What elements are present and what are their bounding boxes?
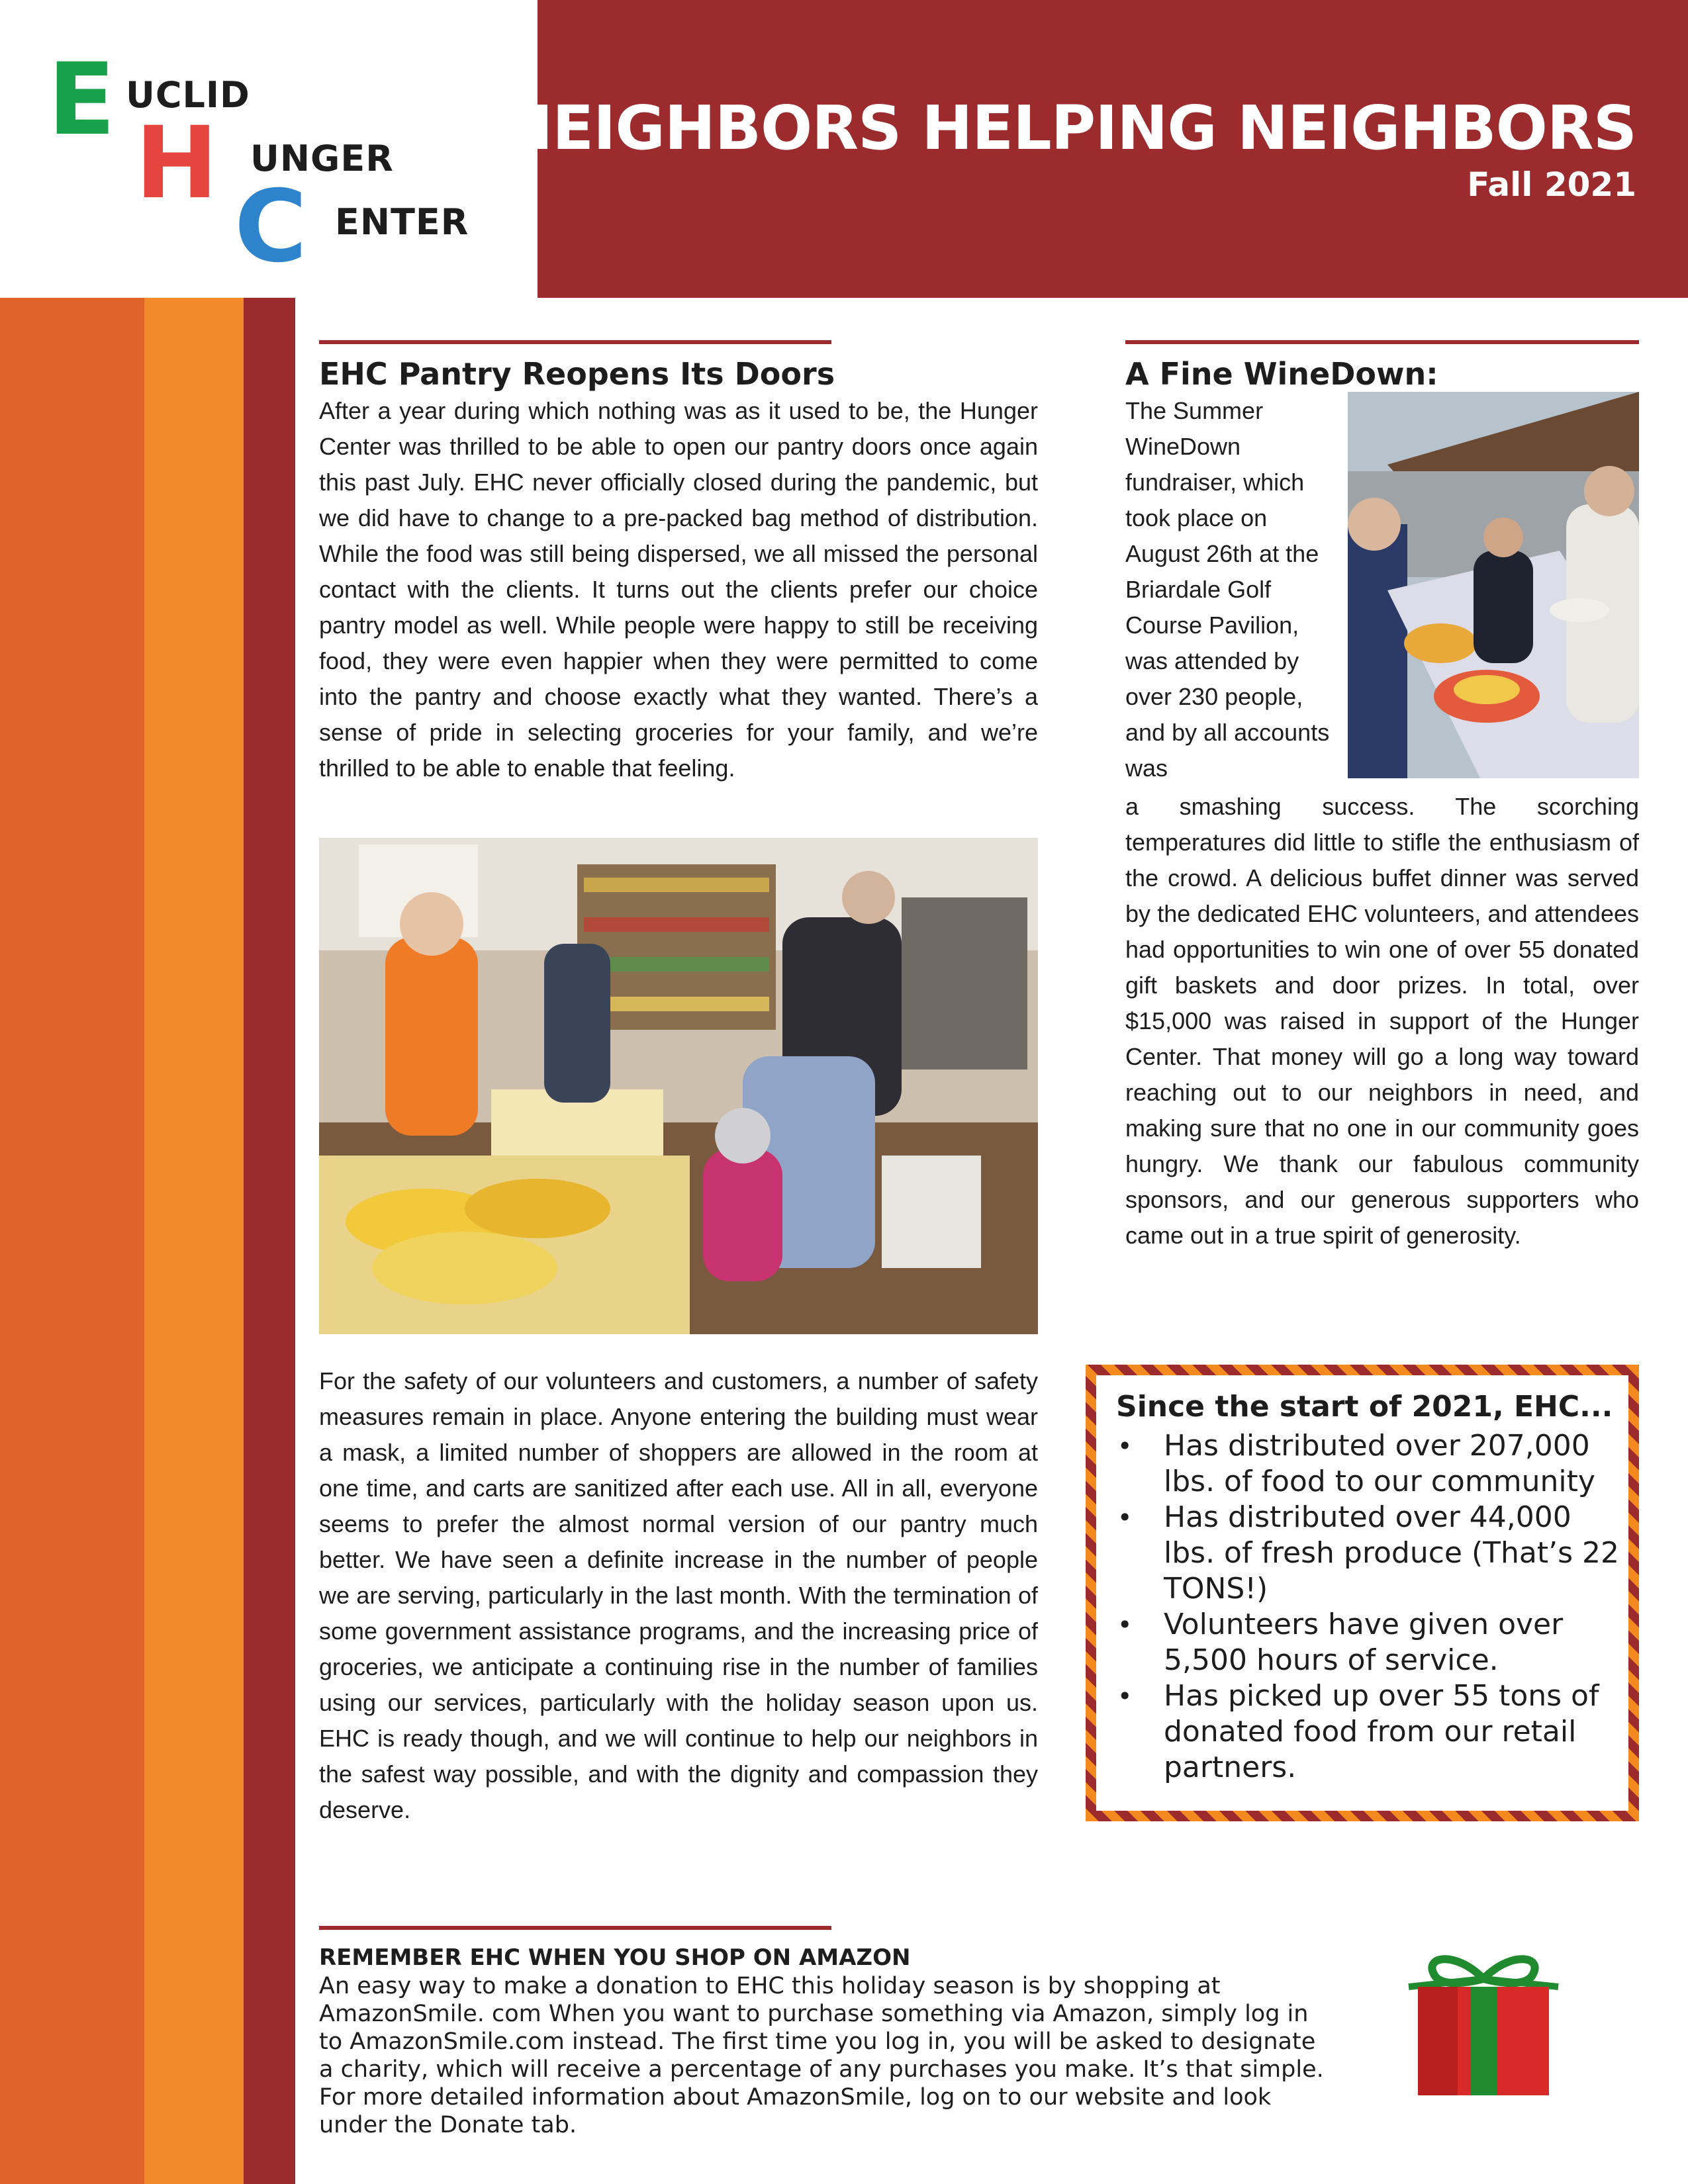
logo-word-hunger: UNGER xyxy=(250,138,394,179)
ehc-logo xyxy=(0,0,538,298)
pantry-heading: EHC Pantry Reopens Its Doors xyxy=(319,356,835,392)
newsletter-issue: Fall 2021 xyxy=(1467,165,1636,204)
stats-title: Since the start of 2021, EHC... xyxy=(1116,1390,1613,1424)
stats-box xyxy=(1086,1365,1639,1821)
winedown-photo-art xyxy=(1348,392,1639,778)
pantry-paragraph-2: For the safety of our volunteers and customers, a number of safety measures remain in place. Anyone entering the building must wear a mask, a limited number of shoppers are allowed in the room at one time, and carts are sanitized after each use. All in all, everyone seems to prefer the almost normal version of our pantry much better. We have seen a definite increase in the number of people we are serving, particularly in the last month. With the termination of some government assistance programs, and the increasing price of groceries, we anticipate a continuing rise in the number of families using our services, particularly with the holiday season upon us. EHC is ready though, and we will continue to help our neighbors in the safest way possible, and with the dignity and compassion they deserve. xyxy=(319,1367,1038,1823)
logo-word-euclid: UCLID xyxy=(126,74,250,116)
winedown-photo xyxy=(1348,392,1639,778)
newsletter-title: NEIGHBORS HELPING NEIGHBORS xyxy=(502,93,1636,163)
stripe-dark-orange xyxy=(0,298,144,2184)
amazon-heading: REMEMBER EHC WHEN YOU SHOP ON AMAZON xyxy=(319,1944,911,1971)
logo-word-center: ENTER xyxy=(335,201,469,243)
stats-item: • Volunteers have given over 5,500 hours of service. xyxy=(1116,1607,1619,1678)
pantry-rule xyxy=(319,340,831,344)
winedown-text-wide: a smashing success. The scorching temperatures did little to stifle the enthusiasm of the crowd. A delicious buffet dinner was served by the dedicated EHC volunteers, and attendees had opportunities to win one of over 55 donated gift baskets and door prizes. In total, over $15,000 was raised in support of the Hunger Center. That money will go a long way toward reaching out to our neighbors in need, and making sure that no one in our community goes hungry. We thank our fabulous community sponsors, and our generous supporters who came out in a true spirit of generosity. xyxy=(1125,793,1639,1249)
logo-letter-e: E xyxy=(48,42,116,158)
amazon-rule xyxy=(319,1926,831,1930)
stats-item: • Has distributed over 207,000 lbs. of food to our community xyxy=(1116,1428,1619,1500)
winedown-heading: A Fine WineDown: xyxy=(1125,356,1438,392)
amazon-body: An easy way to make a donation to EHC this holiday season is by shopping at AmazonSmile. com When you want to purchase something via Amazon, simply log in to AmazonSmile.com instead. The first time you log in, you will be asked to designate a charity, which will receive a percentage of any purchases you make. It’s that simple. For more detailed information about AmazonSmile, log on to our website and look under the Donate tab. xyxy=(319,1973,1324,2138)
gift-box-icon xyxy=(1395,1947,1571,2097)
winedown-text-narrow: The Summer WineDown fundraiser, which took place on August 26th at the Briardale Golf Course Pavilion, was attended by over 230 people, and by all accounts was xyxy=(1125,397,1330,782)
stats-item: • Has picked up over 55 tons of donated food from our retail partners. xyxy=(1116,1678,1619,1786)
stripe-maroon xyxy=(244,298,295,2184)
stats-item: • Has distributed over 44,000 lbs. of fresh produce (That’s 22 TONS!) xyxy=(1116,1500,1619,1607)
pantry-photo-art xyxy=(319,838,1038,1334)
stripe-orange xyxy=(144,298,244,2184)
pantry-paragraph-1: After a year during which nothing was as it used to be, the Hunger Center was thrilled to be able to open our pantry doors once again this past July. EHC never officially closed during the pandemic, but we did have to change to a pre-packed bag method of distribution. While the food was still being dispersed, we all missed the personal contact with the clients. It turns out the clients prefer our choice pantry model as well. While people were happy to still be receiving food, they were even happier when they were permitted to come into the pantry and choose exactly what they wanted. There’s a sense of pride in selecting groceries for your family, and we’re thrilled to be able to enable that feeling. xyxy=(319,397,1038,782)
newsletter-banner xyxy=(502,0,1688,298)
logo-letter-h: H xyxy=(135,106,218,221)
pantry-photo xyxy=(319,838,1038,1334)
stats-list xyxy=(1116,1428,1619,1786)
logo-letter-c: C xyxy=(234,169,308,285)
winedown-rule xyxy=(1125,340,1639,344)
